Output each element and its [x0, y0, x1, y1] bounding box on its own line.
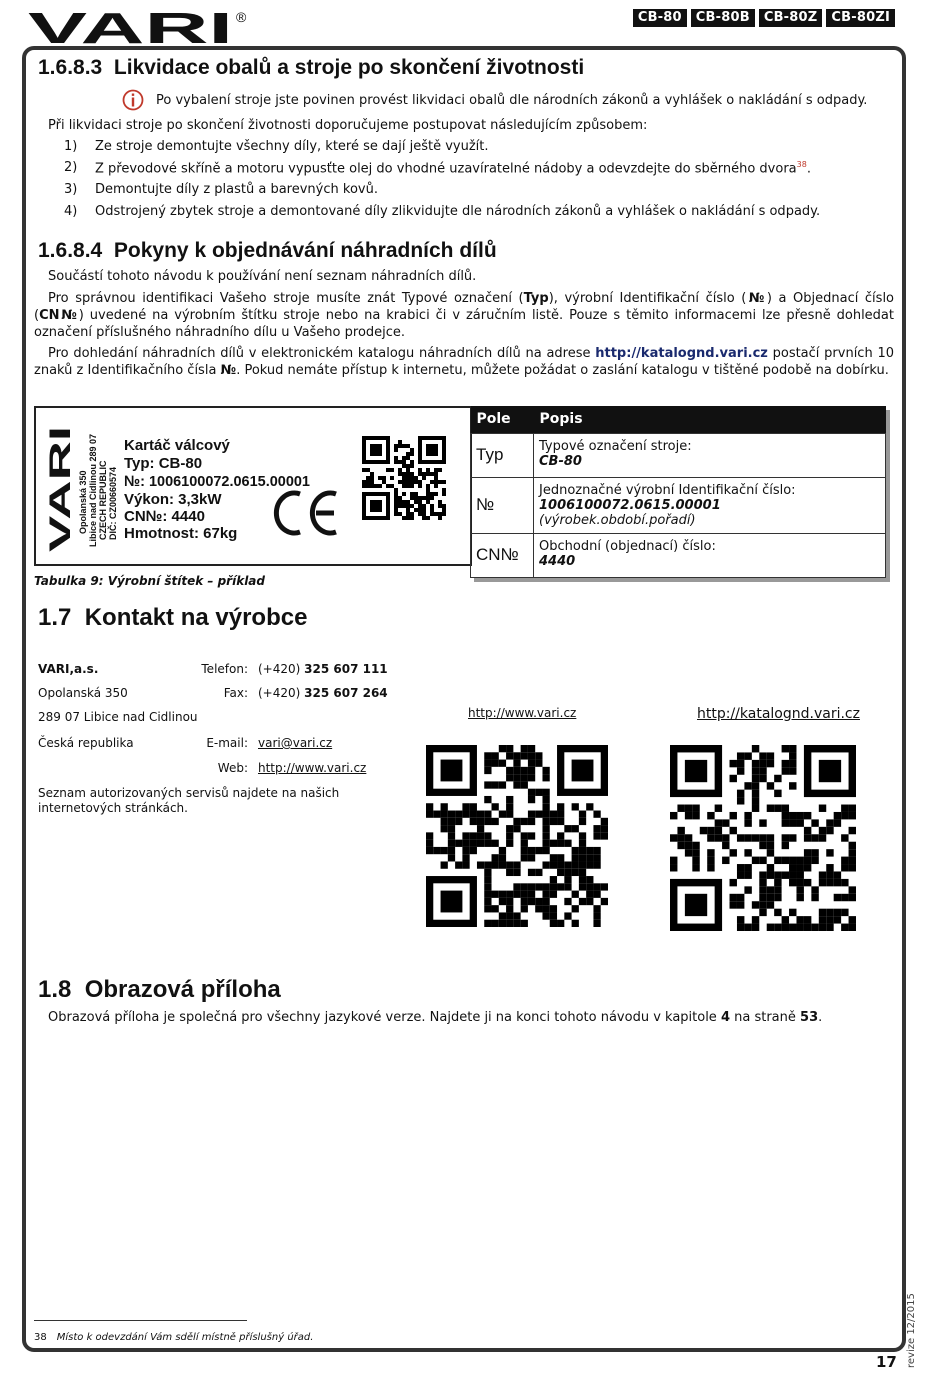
table-row [471, 477, 886, 533]
plate-qr-code-icon [362, 436, 446, 520]
section-title-spare-parts: 1.6.8.4 Pokyny k objednávání náhradních dílů [38, 239, 497, 262]
footnote-divider [34, 1320, 247, 1321]
qr-url-catalog[interactable]: http://katalognd.vari.cz [697, 706, 860, 722]
section-title-contact: 1.7 Kontakt na výrobce [38, 604, 308, 631]
plate-line: №: 1006100072.0615.00001 [124, 473, 310, 490]
company-country: Česká republika [38, 736, 134, 750]
plate-brand: VARI [44, 482, 77, 552]
list-item: 3) Demontujte díly z plastů a barevných kovů. [64, 182, 378, 197]
list-item: 1) Ze stroje demontujte všechny díly, které se dají ještě využít. [64, 139, 489, 154]
registered-mark: ® [236, 9, 247, 25]
table-caption: Tabulka 9: Výrobní štítek – příklad [34, 574, 265, 588]
plate-line: Typ: CB-80 [124, 455, 203, 472]
qr-url-web[interactable]: http://www.vari.cz [468, 706, 577, 720]
plate-line: Výkon: 3,3kW [124, 491, 222, 508]
plate-line: CN№: 4440 [124, 508, 205, 525]
phone-value: (+420) 325 607 111 [258, 662, 388, 676]
plate-address: Opolanská 350 [78, 470, 88, 534]
email-link[interactable]: vari@vari.cz [258, 736, 333, 750]
table-row [471, 433, 886, 477]
model-badge: CB-80 [633, 9, 687, 27]
list-item: 4) Odstrojený zbytek stroje a demontované díly zlikvidujte dle národních zákonů a vyhlášek o nakládání s odpady. [64, 204, 821, 219]
vari-logo [28, 8, 258, 46]
company-city: 289 07 Libice nad Cidlinou [38, 710, 198, 724]
attachment-text: Obrazová příloha je společná pro všechny jazykové verze. Najdete ji na konci tohoto návodu v kapitole 4 na straně 53. [48, 1010, 823, 1025]
column-header: Pole [471, 406, 534, 433]
nameplate-example [34, 406, 472, 566]
spare-parts-p1: Součástí tohoto návodu k používání není seznam náhradních dílů. [48, 269, 477, 284]
qr-code-web-icon [426, 745, 608, 927]
column-header: Popis [534, 406, 886, 433]
table-key: № [471, 477, 534, 533]
section-title-attachment: 1.8 Obrazová příloha [38, 976, 281, 1003]
plate-line: Kartáč válcový [124, 437, 230, 454]
info-icon [122, 89, 144, 111]
table-row [471, 533, 886, 577]
plate-address: DIČ: CZ00660574 [108, 466, 118, 540]
plate-address: Libice nad Cidlinou 289 07 [88, 433, 98, 547]
company-street: Opolanská 350 [38, 686, 128, 700]
fax-label: Fax: [223, 686, 248, 700]
table-desc: Jednoznačné výrobní Identifikační číslo: 1006100072.0615.00001 (výrobek.období.pořadí) [534, 477, 886, 533]
company-name: VARI,a.s. [38, 662, 99, 676]
web-link[interactable]: http://www.vari.cz [258, 761, 367, 775]
table-key: CN№ [471, 533, 534, 577]
section-title-disposal: 1.6.8.3 Likvidace obalů a stroje po skončení životnosti [38, 56, 585, 79]
plate-line: Hmotnost: 67kg [124, 525, 238, 542]
footnote-ref: 38 [796, 160, 807, 169]
footnote: 38 Místo k odevzdání Vám sdělí místně příslušný úřad. [34, 1332, 314, 1343]
spare-parts-p2: Pro správnou identifikaci Vašeho stroje musíte znát Typové označení (Typ), výrobní Identifikační číslo (№) a Objednací číslo (CN№) uvedené na výrobním štítku stroje nebo na krabici či v záručním listě. Pouze s těmito informacemi lze přesně dohledat označení příslušného náhradního dílu u Vašeho prodejce. [34, 291, 895, 340]
revision-label: revize 12/2015 [906, 1293, 917, 1368]
nameplate-graphic [44, 414, 464, 560]
list-item: 2) Z převodové skříně a motoru vypusťte olej do vhodné uzavíratelné nádoby a odevzdejte do sběrného dvora$^{38}$. [64, 160, 811, 177]
model-badge: CB-80B [691, 9, 755, 27]
service-note: Seznam autorizovaných servisů najdete na našich internetových stránkách. [38, 786, 340, 815]
page-number: 17 [876, 1353, 897, 1371]
spare-parts-p3: Pro dohledání náhradních dílů v elektronickém katalogu náhradních dílů na adrese http://katalognd.vari.cz postačí prvních 10 znaků z Identifikačního čísla №. Pokud nemáte přístup k internetu, můžete požádat o zaslání katalogu v tištěné podobě na dobírku. [34, 346, 894, 378]
plate-address: CZECH REPUBLIC [98, 460, 108, 540]
logo-text: VARI [28, 8, 234, 46]
email-label: E-mail: [206, 736, 248, 750]
identification-table [470, 406, 886, 578]
ce-mark-icon [276, 493, 336, 533]
table-desc: Typové označení stroje: CB-80 [534, 433, 886, 477]
disposal-intro: Při likvidaci stroje po skončení životnosti doporučujeme postupovat následujícím způsobem: [48, 118, 648, 133]
phone-label: Telefon: [201, 662, 248, 676]
fax-value: (+420) 325 607 264 [258, 686, 388, 700]
model-badges [633, 9, 895, 27]
disposal-note: Po vybalení stroje jste povinen provést likvidaci obalů dle národních zákonů a vyhlášek o nakládání s odpady. [156, 93, 868, 108]
web-label: Web: [217, 761, 248, 775]
model-badge: CB-80Z [759, 9, 823, 27]
table-key: Typ [471, 433, 534, 477]
qr-code-catalog-icon [670, 745, 856, 931]
catalog-link[interactable]: http://katalognd.vari.cz [595, 346, 768, 361]
table-header-row [471, 406, 886, 433]
table-desc: Obchodní (objednací) číslo: 4440 [534, 533, 886, 577]
model-badge: CB-80ZI [826, 9, 895, 27]
